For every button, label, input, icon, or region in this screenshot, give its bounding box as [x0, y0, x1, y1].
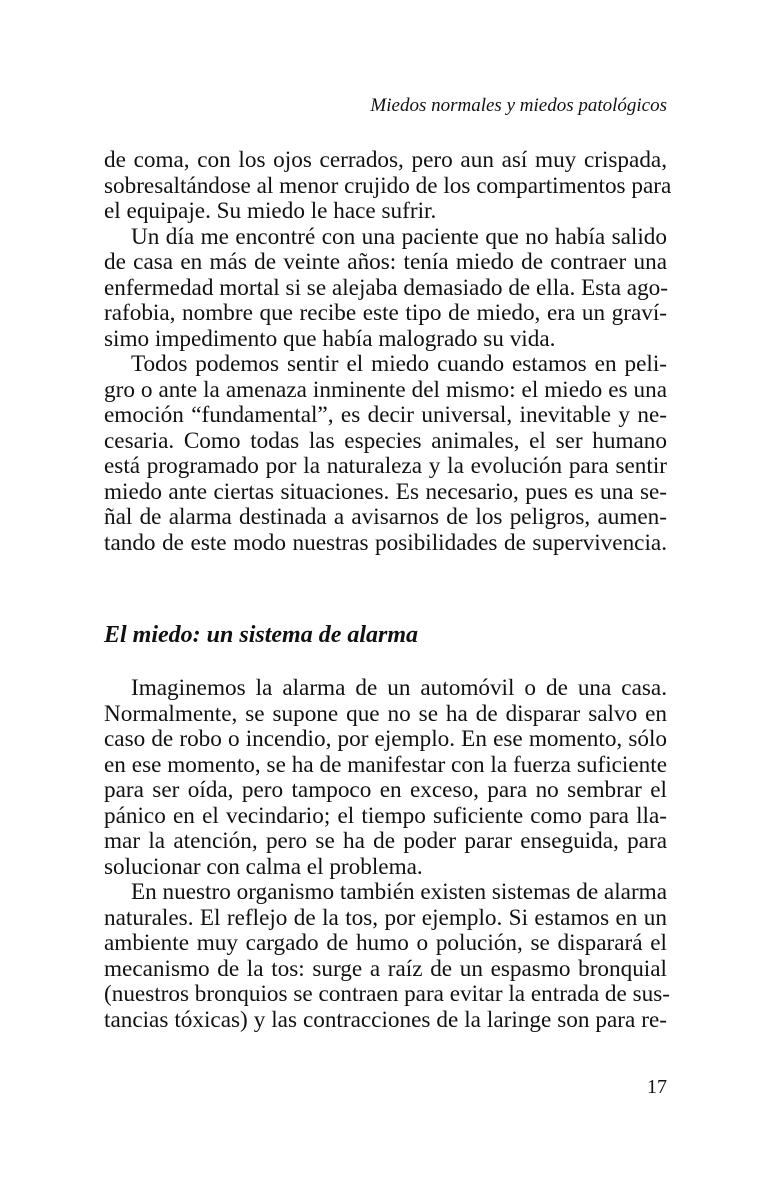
text-line: de casa en más de veinte años: tenía miedo de contraer una: [104, 249, 667, 275]
text-line: emoción “fundamental”, es decir universal, inevitable y ne-: [104, 402, 667, 428]
text-line: mar la atención, pero se ha de poder parar enseguida, para: [104, 828, 667, 854]
text-line: caso de robo o incendio, por ejemplo. En ese momento, sólo: [104, 726, 667, 752]
text-line: pánico en el vecindario; el tiempo suficiente como para lla-: [104, 802, 667, 829]
text-line: gro o ante la amenaza inminente del mismo: el miedo es una: [104, 376, 667, 403]
running-head: Miedos normales y miedos patológicos: [370, 95, 667, 116]
text-line: simo impedimento que había malogrado su vida.: [104, 325, 556, 352]
text-line: mecanismo de la tos: surge a raíz de un espasmo bronquial: [104, 955, 667, 982]
text-line: tancias tóxicas) y las contracciones de la laringe son para re-: [104, 1006, 667, 1033]
text-line: miedo ante ciertas situaciones. Es necesario, pues es una se-: [104, 478, 667, 505]
section-heading: El miedo: un sistema de alarma: [104, 622, 419, 648]
text-line: sobresaltándose al menor crujido de los compartimentos para: [104, 172, 672, 199]
text-block-2: [104, 675, 670, 1033]
text-line: en ese momento, se ha de manifestar con la fuerza suficiente: [104, 751, 667, 778]
text-line: En nuestro organismo también existen sistemas de alarma: [131, 879, 667, 905]
text-line: Imaginemos la alarma de un automóvil o de una casa.: [131, 675, 667, 701]
text-line: Un día me encontré con una paciente que no había salido: [131, 223, 667, 250]
text-line: Todos podemos sentir el miedo cuando estamos en peli-: [131, 351, 667, 377]
text-line: enfermedad mortal si se alejaba demasiado de ella. Esta ago-: [104, 274, 668, 301]
text-line: (nuestros bronquios se contraen para evitar la entrada de sus-: [104, 981, 670, 1007]
text-line: naturales. El reflejo de la tos, por ejemplo. Si estamos en un: [104, 904, 667, 931]
text-line: para ser oída, pero tampoco en exceso, para no sembrar el: [104, 777, 667, 803]
text-line: de coma, con los ojos cerrados, pero aun así muy crispada,: [104, 147, 667, 173]
text-block-1: [104, 147, 672, 556]
page-number: 17: [647, 1076, 667, 1098]
text-line: rafobia, nombre que recibe este tipo de miedo, era un graví-: [104, 300, 667, 326]
text-line: solucionar con calma el problema.: [104, 853, 423, 880]
text-line: cesaria. Como todas las especies animales, el ser humano: [104, 427, 667, 454]
text-line: ñal de alarma destinada a avisarnos de los peligros, aumen-: [104, 504, 667, 530]
text-line: está programado por la naturaleza y la evolución para sentir: [104, 453, 667, 479]
text-line: tando de este modo nuestras posibilidades de supervivencia.: [104, 529, 667, 556]
text-line: Normalmente, se supone que no se ha de disparar salvo en: [104, 700, 667, 727]
text-line: ambiente muy cargado de humo o polución, se disparará el: [104, 930, 667, 956]
text-line: el equipaje. Su miedo le hace sufrir.: [104, 198, 437, 224]
